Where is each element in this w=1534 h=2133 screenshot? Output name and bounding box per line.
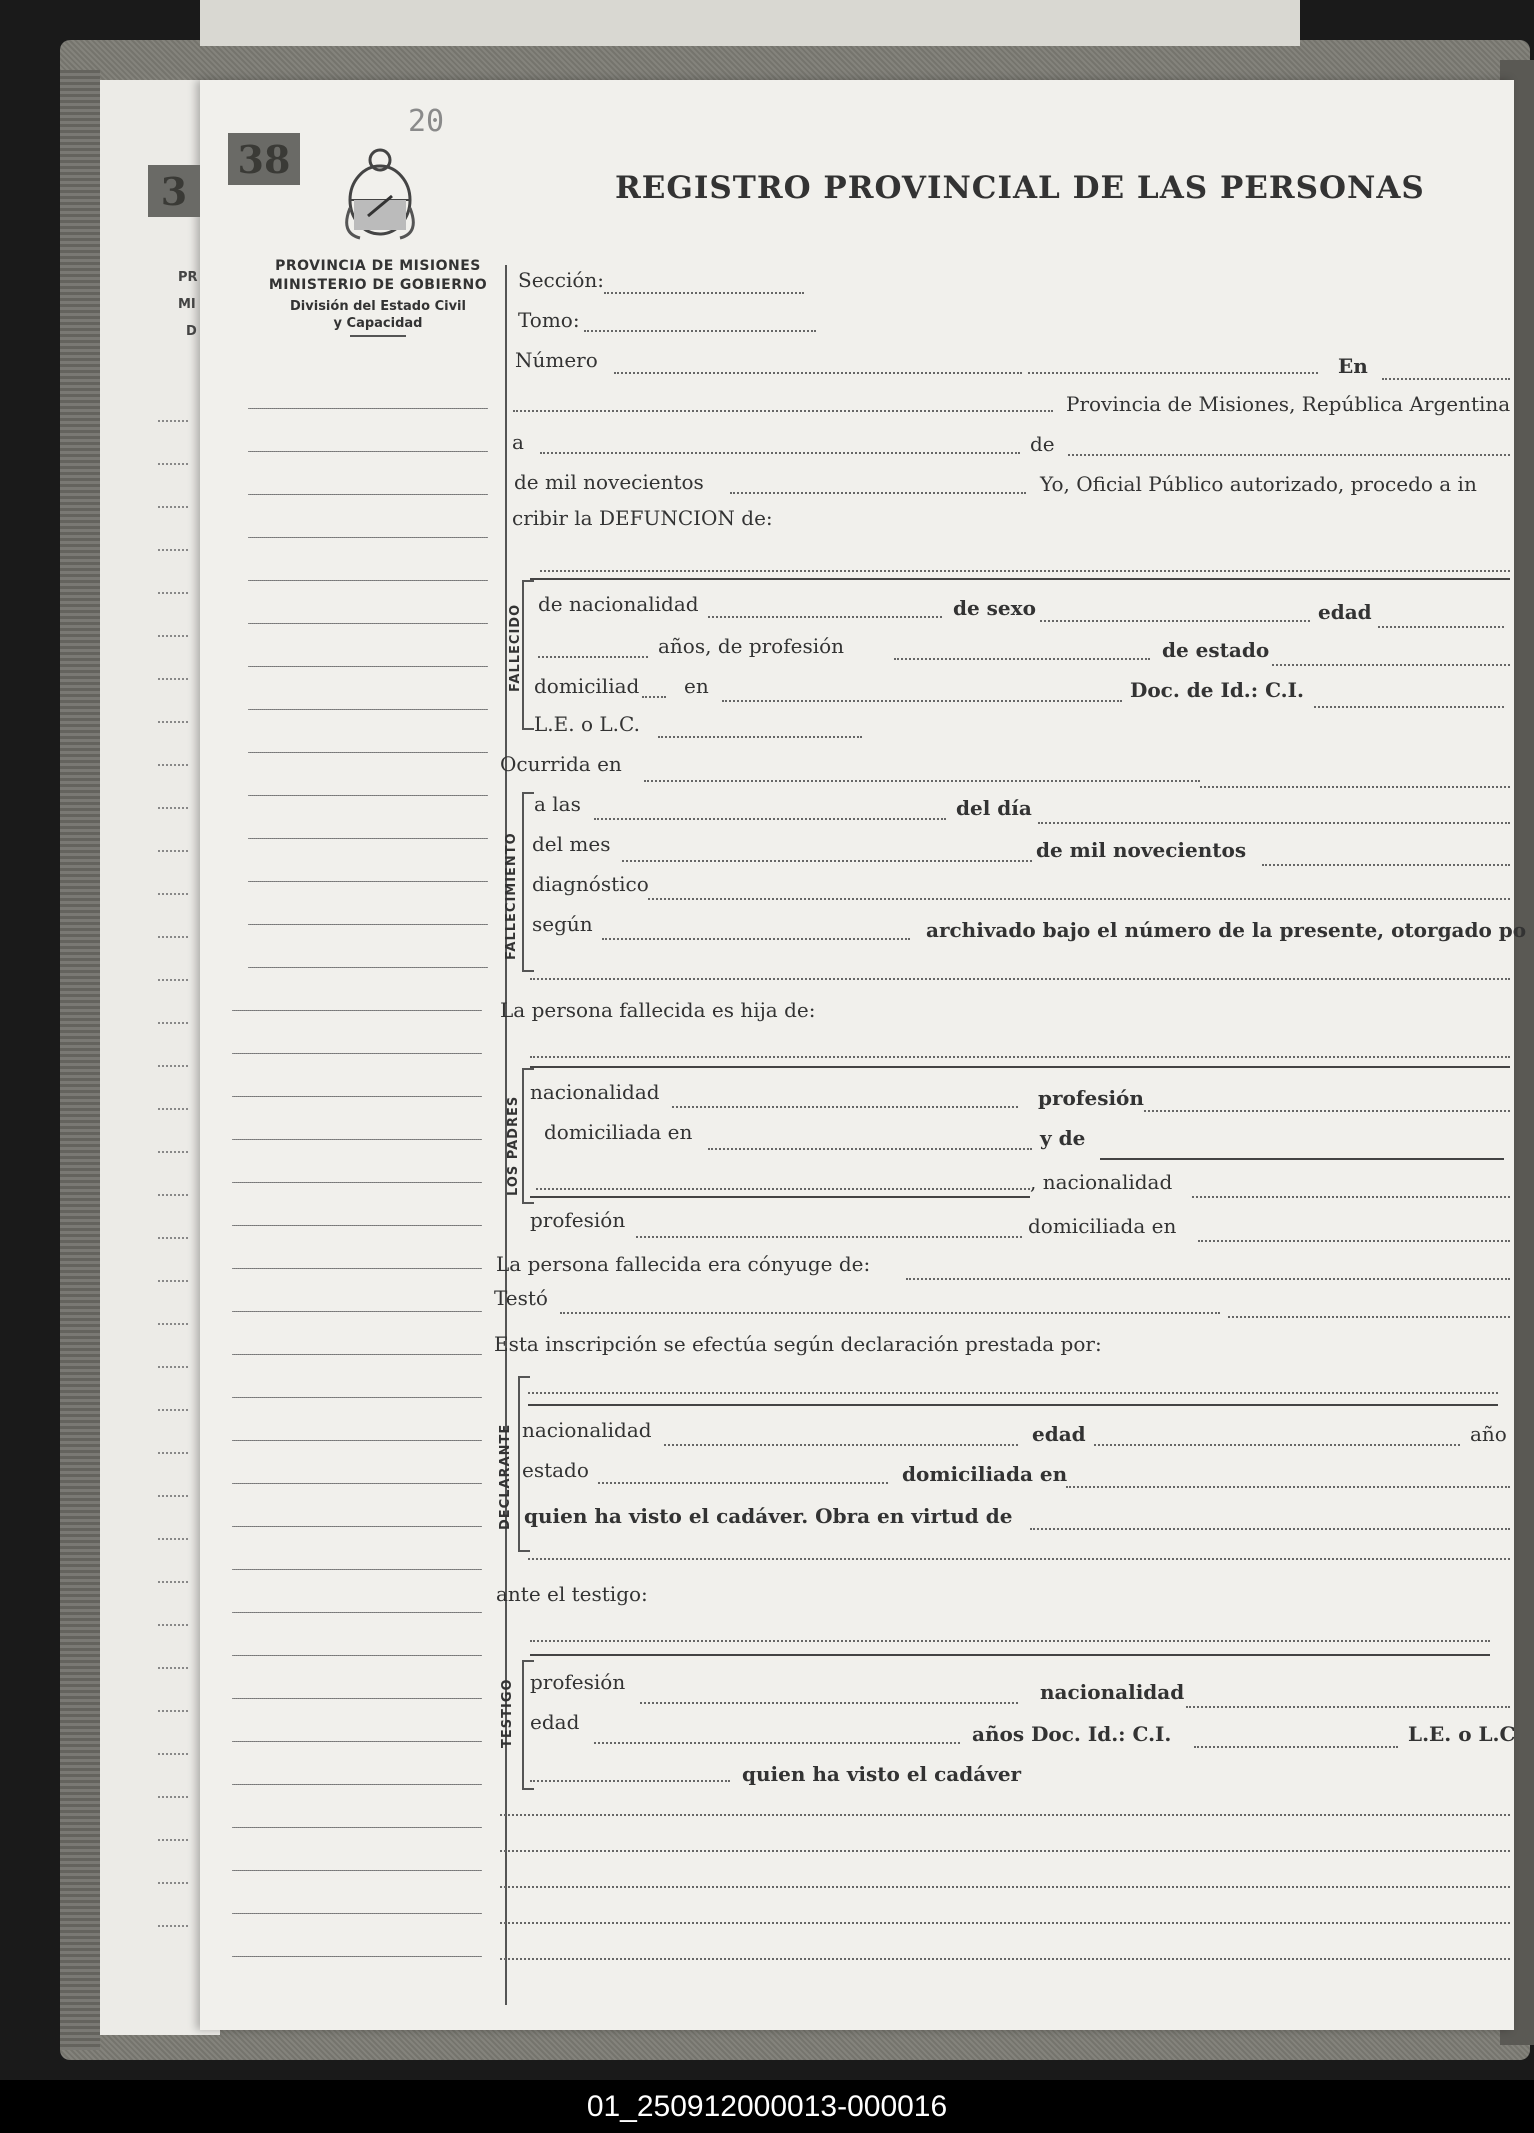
mes-field[interactable] xyxy=(622,860,1032,862)
segun-field[interactable] xyxy=(602,938,910,940)
margin-note-line xyxy=(232,1397,482,1398)
margin-note-line xyxy=(248,795,488,796)
declarante-estado-label: estado xyxy=(522,1458,589,1482)
back-sheet-line xyxy=(158,1667,188,1669)
declarante-anos-label: año xyxy=(1470,1422,1507,1446)
deceased-name-rule xyxy=(530,578,1510,580)
back-sheet-heading-1: PR xyxy=(178,270,198,285)
padre-profesion-label: profesión xyxy=(1038,1086,1144,1110)
margin-note-line xyxy=(248,623,488,624)
margin-note-line xyxy=(232,1354,482,1355)
margin-note-line xyxy=(232,1741,482,1742)
back-sheet-line xyxy=(158,420,188,422)
y-de-label: y de xyxy=(1040,1126,1086,1150)
le-lc-field[interactable] xyxy=(658,736,862,738)
estado-field[interactable] xyxy=(1272,664,1510,666)
back-sheet-stamp: 3 xyxy=(148,165,200,217)
back-sheet-line xyxy=(158,1409,188,1411)
back-sheet-line xyxy=(158,463,188,465)
ministry-name: MINISTERIO DE GOBIERNO xyxy=(268,277,488,293)
declarante-section-label: DECLARANTE xyxy=(498,1423,513,1530)
margin-note-line xyxy=(248,666,488,667)
back-sheet-line xyxy=(158,1237,188,1239)
back-sheet-line xyxy=(158,1624,188,1626)
place-field[interactable] xyxy=(513,410,1053,412)
archive-stamp: 38 xyxy=(228,133,300,185)
a-field[interactable] xyxy=(540,452,1020,454)
sexo-field[interactable] xyxy=(1040,620,1310,622)
notes-line[interactable] xyxy=(500,1814,1510,1816)
declarante-name-rule xyxy=(528,1404,1498,1406)
back-sheet-line xyxy=(158,764,188,766)
testigo-edad-label: edad xyxy=(530,1710,580,1734)
margin-note-line xyxy=(248,967,488,968)
back-sheet-line xyxy=(158,979,188,981)
anos-profesion-label: años, de profesión xyxy=(658,634,845,658)
testo-field[interactable] xyxy=(560,1312,1220,1314)
hora-field[interactable] xyxy=(594,818,946,820)
domiciliado-label: domiciliad xyxy=(534,674,640,698)
diagnostico-field[interactable] xyxy=(648,898,1510,900)
back-sheet-line xyxy=(158,1452,188,1454)
segun-label: según xyxy=(532,912,593,936)
back-sheet-line xyxy=(158,1194,188,1196)
province-name: PROVINCIA DE MISIONES xyxy=(275,258,481,274)
notes-line[interactable] xyxy=(500,1958,1510,1960)
madre-nacionalidad-label: , nacionalidad xyxy=(1030,1170,1173,1194)
en-label-fallecido: en xyxy=(684,674,709,698)
back-sheet-heading-3: D xyxy=(186,324,197,339)
capacity-name: y Capacidad xyxy=(333,316,423,331)
padre-domicilio-field[interactable] xyxy=(708,1148,1032,1150)
testigo-le-field[interactable] xyxy=(530,1780,730,1782)
back-sheet-line xyxy=(158,1925,188,1927)
back-sheet-line xyxy=(158,678,188,680)
numero-field-2[interactable] xyxy=(1028,372,1318,374)
testigo-name-rule xyxy=(530,1654,1490,1656)
binder-spine xyxy=(60,70,100,2050)
margin-note-line xyxy=(232,1698,482,1699)
declarante-edad-label: edad xyxy=(1032,1422,1086,1446)
margin-note-line xyxy=(232,1182,482,1183)
margin-note-line xyxy=(248,709,488,710)
division-name: División del Estado Civil xyxy=(290,299,466,314)
back-sheet-line xyxy=(158,850,188,852)
margin-note-line xyxy=(232,1483,482,1484)
en-label: En xyxy=(1338,354,1368,378)
madre-domicilio-field[interactable] xyxy=(1198,1240,1510,1242)
madre-profesion-field[interactable] xyxy=(636,1236,1022,1238)
fallecimiento-section-label: FALLECIMIENTO xyxy=(504,832,519,960)
ocurrida-field-2[interactable] xyxy=(1200,786,1510,788)
margin-note-line xyxy=(248,881,488,882)
testigo-intro: ante el testigo: xyxy=(496,1582,648,1606)
madre-profesion-label: profesión xyxy=(530,1208,626,1232)
testigo-section-label: TESTIGO xyxy=(500,1678,515,1748)
back-sheet-line xyxy=(158,936,188,938)
notes-line[interactable] xyxy=(500,1850,1510,1852)
otorgado-field[interactable] xyxy=(530,978,1510,980)
provincia-text: Provincia de Misiones, República Argentina xyxy=(1066,392,1511,416)
margin-note-line xyxy=(232,1956,482,1957)
back-sheet-line xyxy=(158,1839,188,1841)
margin-note-line xyxy=(232,1569,482,1570)
declarante-intro: Esta inscripción se efectúa según declaración prestada por: xyxy=(494,1332,1102,1356)
padre-nacionalidad-field[interactable] xyxy=(672,1106,1018,1108)
declarante-domicilio-field[interactable] xyxy=(1066,1486,1510,1488)
page-number: 20 xyxy=(408,104,445,139)
declarante-nacionalidad-label: nacionalidad xyxy=(522,1418,652,1442)
estado-label: de estado xyxy=(1162,638,1270,662)
nacionalidad-field[interactable] xyxy=(708,616,942,618)
back-sheet-line xyxy=(158,721,188,723)
padre-nacionalidad-label: nacionalidad xyxy=(530,1080,660,1104)
edad-label: edad xyxy=(1318,600,1372,624)
del-dia-label: del día xyxy=(956,796,1032,820)
margin-note-line xyxy=(248,408,488,409)
tomo-label: Tomo: xyxy=(518,308,580,332)
a-las-label: a las xyxy=(534,792,581,816)
margin-note-line xyxy=(232,1827,482,1828)
issuer-block xyxy=(258,258,498,337)
testo-field-2[interactable] xyxy=(1228,1316,1510,1318)
margin-note-line xyxy=(232,1784,482,1785)
dia-field[interactable] xyxy=(1038,822,1510,824)
margin-note-line xyxy=(232,1440,482,1441)
madre-name-cont-field[interactable] xyxy=(536,1188,1030,1190)
nacionalidad-label: de nacionalidad xyxy=(538,592,699,616)
back-sheet-line xyxy=(158,1796,188,1798)
seccion-field[interactable] xyxy=(604,292,804,294)
ci-field[interactable] xyxy=(1314,706,1504,708)
padres-intro: La persona fallecida es hija de: xyxy=(500,998,816,1022)
back-sheet-line xyxy=(158,1065,188,1067)
testigo-profesion-field[interactable] xyxy=(640,1702,1018,1704)
margin-note-line xyxy=(232,1870,482,1871)
margin-note-line xyxy=(248,924,488,925)
margin-note-line xyxy=(232,1225,482,1226)
testo-label: Testó xyxy=(494,1286,548,1310)
margin-note-line xyxy=(232,1913,482,1914)
margin-note-line xyxy=(232,1655,482,1656)
margin-note-line xyxy=(248,451,488,452)
de-field[interactable] xyxy=(1068,454,1510,456)
back-sheet-line xyxy=(158,1323,188,1325)
declarante-vio-text: quien ha visto el cadáver. Obra en virtud de xyxy=(524,1504,1013,1528)
madre-name-field[interactable] xyxy=(1100,1158,1504,1160)
declarante-domicilio-label: domiciliada en xyxy=(902,1462,1068,1486)
anos-field[interactable] xyxy=(538,656,648,658)
margin-note-line xyxy=(248,580,488,581)
margin-note-line xyxy=(232,1612,482,1613)
archivado-text: archivado bajo el número de la presente, otorgado po xyxy=(926,918,1527,942)
ocurrida-label: Ocurrida en xyxy=(500,752,622,776)
domiciliado-suffix-field[interactable] xyxy=(642,696,666,698)
margin-note-line xyxy=(232,1268,482,1269)
padre-name-field[interactable] xyxy=(530,1056,1510,1058)
back-sheet-line xyxy=(158,1882,188,1884)
back-sheet-line xyxy=(158,1710,188,1712)
file-identifier: 01_250912000013-000016 xyxy=(586,2090,948,2123)
testigo-vio-text: quien ha visto el cadáver xyxy=(742,1762,1022,1786)
back-sheet-line xyxy=(158,1366,188,1368)
declarante-edad-field[interactable] xyxy=(1094,1444,1460,1446)
year-field[interactable] xyxy=(730,492,1026,494)
mil-novecientos-fallecimiento-label: de mil novecientos xyxy=(1036,838,1247,862)
testigo-le-lc-label: L.E. o L.C xyxy=(1408,1722,1516,1746)
margin-note-line xyxy=(232,1139,482,1140)
padre-domicilio-label: domiciliada en xyxy=(544,1120,693,1144)
fallecido-section-label: FALLECIDO xyxy=(508,603,523,692)
testigo-nacionalidad-label: nacionalidad xyxy=(1040,1680,1185,1704)
margin-note-line xyxy=(248,537,488,538)
doc-id-label: Doc. de Id.: C.I. xyxy=(1130,678,1304,702)
edad-field[interactable] xyxy=(1378,626,1504,628)
mil-novecientos-label: de mil novecientos xyxy=(514,470,704,494)
testigo-ci-field[interactable] xyxy=(1194,1746,1398,1748)
deceased-name-field[interactable] xyxy=(540,570,1510,572)
back-sheet-line xyxy=(158,1495,188,1497)
ocurrida-field[interactable] xyxy=(644,780,1200,782)
coat-of-arms-icon xyxy=(340,138,420,248)
margin-note-line xyxy=(232,1311,482,1312)
profesion-field[interactable] xyxy=(894,658,1150,660)
back-sheet-line xyxy=(158,1753,188,1755)
document-title: REGISTRO PROVINCIAL DE LAS PERSONAS xyxy=(615,170,1425,206)
capacity-underline xyxy=(350,335,406,337)
madre-name-rule xyxy=(530,1196,1030,1198)
en-field[interactable] xyxy=(1382,378,1510,380)
domicilio-field[interactable] xyxy=(722,700,1122,702)
back-sheet-line xyxy=(158,893,188,895)
numero-label: Número xyxy=(515,348,598,372)
del-mes-label: del mes xyxy=(532,832,611,856)
back-sheet-line xyxy=(158,549,188,551)
conyuge-label: La persona fallecida era cónyuge de: xyxy=(496,1252,871,1276)
back-sheet-line xyxy=(158,807,188,809)
testigo-nacionalidad-field[interactable] xyxy=(1186,1706,1510,1708)
madre-domicilio-label: domiciliada en xyxy=(1028,1214,1177,1238)
sexo-label: de sexo xyxy=(953,596,1036,620)
le-lc-label: L.E. o L.C. xyxy=(534,712,640,736)
oficial-text: Yo, Oficial Público autorizado, procedo a in xyxy=(1040,472,1477,496)
diagnostico-label: diagnóstico xyxy=(532,872,649,896)
declarante-virtud-field[interactable] xyxy=(1030,1528,1510,1530)
padre-name-rule xyxy=(530,1066,1510,1068)
back-sheet-line xyxy=(158,506,188,508)
back-sheet-heading-2: MI xyxy=(178,297,196,312)
seccion-label: Sección: xyxy=(518,268,604,292)
numero-field[interactable] xyxy=(614,372,1022,374)
back-sheet-line xyxy=(158,1022,188,1024)
de-label: de xyxy=(1030,432,1055,456)
testigo-edad-field[interactable] xyxy=(594,1742,960,1744)
back-sheet-line xyxy=(158,635,188,637)
declarante-name-field[interactable] xyxy=(528,1392,1498,1394)
back-sheet-line xyxy=(158,1538,188,1540)
padres-section-label: LOS PADRES xyxy=(506,1095,521,1196)
anio-field[interactable] xyxy=(1262,864,1510,866)
declarante-estado-field[interactable] xyxy=(598,1482,888,1484)
back-sheet-line xyxy=(158,1108,188,1110)
margin-note-line xyxy=(232,1096,482,1097)
conyuge-field[interactable] xyxy=(906,1278,1510,1280)
testigo-name-field[interactable] xyxy=(530,1640,1490,1642)
notes-line[interactable] xyxy=(500,1886,1510,1888)
background-card xyxy=(200,0,1300,46)
back-sheet-line xyxy=(158,1280,188,1282)
fallecido-bracket xyxy=(522,580,534,730)
padre-profesion-field[interactable] xyxy=(1144,1110,1510,1112)
back-sheet-line xyxy=(158,1151,188,1153)
margin-note-line xyxy=(248,838,488,839)
back-sheet-line xyxy=(158,592,188,594)
inscribir-text: cribir la DEFUNCION de: xyxy=(512,506,773,530)
margin-note-line xyxy=(248,494,488,495)
a-label: a xyxy=(512,430,524,454)
margin-note-line xyxy=(232,1053,482,1054)
declarante-nacionalidad-field[interactable] xyxy=(664,1444,1018,1446)
tomo-field[interactable] xyxy=(584,330,816,332)
margin-note-line xyxy=(248,752,488,753)
declarante-extra-field[interactable] xyxy=(528,1558,1510,1560)
madre-nacionalidad-field[interactable] xyxy=(1192,1196,1510,1198)
testigo-anos-doc-label: años Doc. Id.: C.I. xyxy=(972,1722,1172,1746)
testigo-profesion-label: profesión xyxy=(530,1670,626,1694)
notes-line[interactable] xyxy=(500,1922,1510,1924)
margin-note-line xyxy=(232,1010,482,1011)
margin-note-line xyxy=(232,1526,482,1527)
back-sheet-line xyxy=(158,1581,188,1583)
